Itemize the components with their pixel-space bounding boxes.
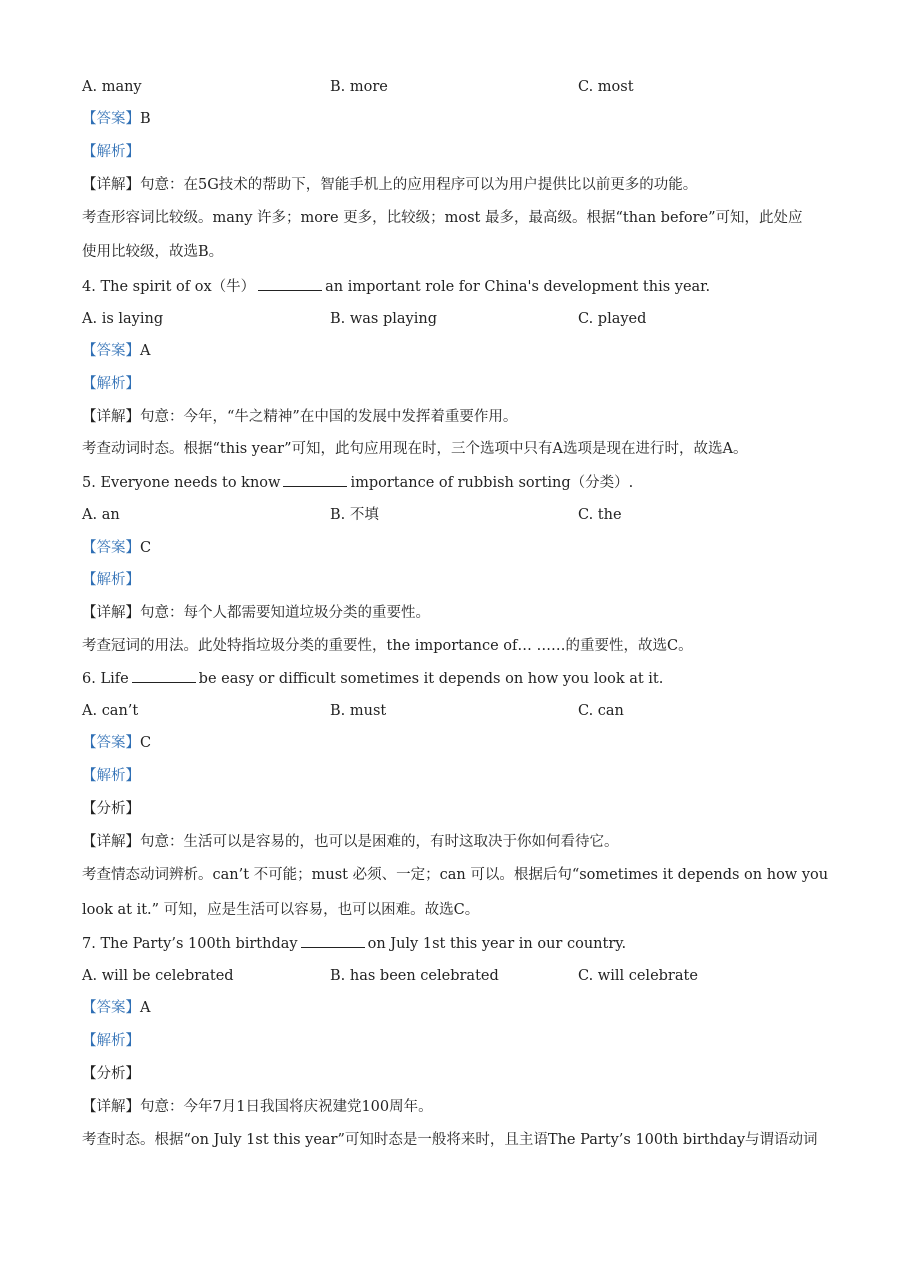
answer-tag: 【答案】 (82, 343, 140, 359)
q4-detail (82, 407, 517, 427)
q3-option-c: C. most (578, 79, 634, 95)
answer-tag: 【答案】 (82, 735, 140, 751)
detail-tag: 【详解】 (82, 605, 140, 621)
detail-text: 句意：每个人都需要知道垃圾分类的重要性。 (140, 605, 430, 621)
q6-option-a: A. can’t (82, 703, 139, 719)
q3-explanation-line-2: 使用比较级，故选B。 (82, 244, 224, 260)
answer-blank (258, 276, 322, 291)
q6-explanation-line-1: 考查情态动词辨析。can’t 不可能；must 必须、一定；can 可以。根据后句“sometimes it depends on how you (82, 867, 829, 883)
q6-option-c: C. can (578, 703, 624, 719)
q4-explanation-line-1: 考查动词时态。根据“this year”可知，此句应用现在时，三个选项中只有A选项是现在进行时，故选A。 (82, 441, 748, 457)
q6-detail (82, 832, 619, 852)
q4-option-a: A. is laying (82, 311, 164, 327)
q6-analysis-tag: 【解析】 (82, 768, 140, 784)
answer-tag: 【答案】 (82, 540, 140, 556)
q7-detail (82, 1097, 433, 1117)
stem-end: importance of rubbish sorting（分类）. (350, 475, 634, 491)
answer-tag: 【答案】 (82, 111, 140, 127)
q4-analysis-tag: 【解析】 (82, 376, 140, 392)
answer-value: B (140, 111, 151, 127)
q3-analysis-tag: 【解析】 (82, 144, 140, 160)
q4-option-b: B. was playing (330, 311, 437, 327)
stem-end: an important role for China's development this year. (325, 279, 711, 295)
answer-value: C (140, 540, 152, 556)
q5-detail (82, 603, 430, 623)
q7-fenxi-tag: 【分析】 (82, 1066, 140, 1082)
detail-tag: 【详解】 (82, 834, 140, 850)
detail-text: 句意：今年，“牛之精神”在中国的发展中发挥着重要作用。 (140, 409, 518, 425)
detail-tag: 【详解】 (82, 409, 140, 425)
q3-detail (82, 175, 697, 195)
q6-explanation-line-2: look at it.” 可知，应是生活可以容易，也可以困难。故选C。 (82, 902, 480, 918)
stem-end: be easy or difficult sometimes it depends on how you look at it. (198, 671, 664, 687)
stem-start: 7. The Party’s 100th birthday (82, 936, 298, 952)
q7-stem (82, 933, 626, 954)
q3-answer (82, 109, 151, 129)
q7-option-b: B. has been celebrated (330, 968, 499, 984)
detail-tag: 【详解】 (82, 1099, 140, 1115)
detail-tag: 【详解】 (82, 177, 140, 193)
stem-end: on July 1st this year in our country. (367, 936, 627, 952)
q7-option-a: A. will be celebrated (82, 968, 234, 984)
q3-explanation-line-1: 考查形容词比较级。many 许多；more 更多，比较级；most 最多，最高级。根据“than before”可知，此处应 (82, 210, 803, 226)
detail-text: 句意：今年7月1日我国将庆祝建党100周年。 (140, 1099, 433, 1115)
q3-option-a: A. many (82, 79, 142, 95)
q5-stem (82, 472, 633, 493)
q7-option-c: C. will celebrate (578, 968, 698, 984)
q6-answer (82, 733, 151, 753)
q6-option-b: B. must (330, 703, 387, 719)
q7-answer (82, 998, 150, 1018)
q5-explanation-line-1: 考查冠词的用法。此处特指垃圾分类的重要性，the importance of… ……的重要性，故选C。 (82, 638, 693, 654)
answer-blank (301, 933, 365, 948)
q5-analysis-tag: 【解析】 (82, 572, 140, 588)
answer-value: A (140, 1000, 151, 1016)
answer-value: A (140, 343, 151, 359)
stem-start: 5. Everyone needs to know (82, 475, 281, 491)
stem-start: 4. The spirit of ox（牛） (82, 279, 256, 295)
detail-text: 句意：在5G技术的帮助下，智能手机上的应用程序可以为用户提供比以前更多的功能。 (140, 177, 698, 193)
q4-option-c: C. played (578, 311, 647, 327)
answer-tag: 【答案】 (82, 1000, 140, 1016)
detail-text: 句意：生活可以是容易的，也可以是困难的，有时这取决于你如何看待它。 (140, 834, 619, 850)
q5-option-c: C. the (578, 507, 622, 523)
q5-option-a: A. an (82, 507, 120, 523)
answer-blank (283, 472, 347, 487)
q4-stem (82, 276, 710, 297)
q3-option-b: B. more (330, 79, 388, 95)
stem-start: 6. Life (82, 671, 129, 687)
q6-stem (82, 668, 663, 689)
q6-fenxi-tag: 【分析】 (82, 801, 140, 817)
answer-value: C (140, 735, 152, 751)
answer-blank (132, 668, 196, 683)
q5-option-b: B. 不填 (330, 507, 379, 523)
q7-explanation-line-1: 考查时态。根据“on July 1st this year”可知时态是一般将来时，且主语The Party’s 100th birthday与谓语动词 (82, 1132, 818, 1148)
q5-answer (82, 538, 151, 558)
q4-answer (82, 341, 150, 361)
q7-analysis-tag: 【解析】 (82, 1033, 140, 1049)
